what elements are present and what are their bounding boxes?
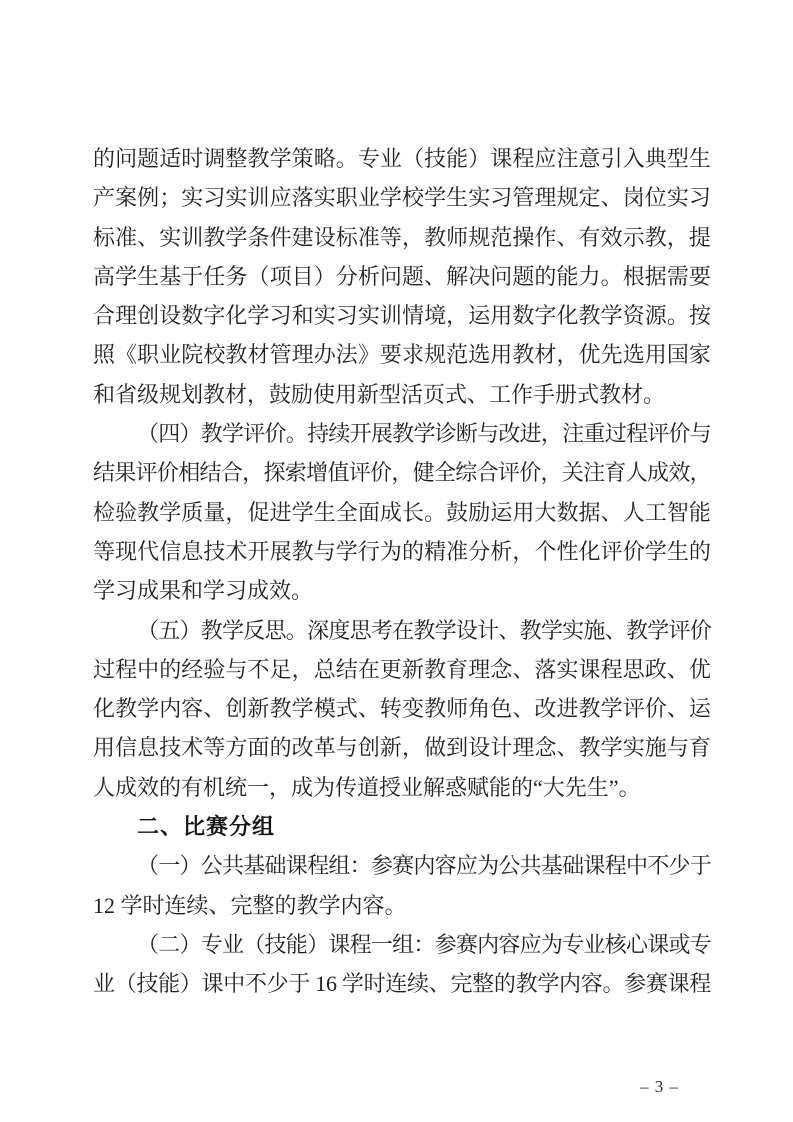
text-line: 化教学内容、创新教学模式、转变教师角色、改进教学评价、运 [93, 696, 711, 722]
text-line: 标准、实训教学条件建设标准等，教师规范操作、有效示教，提 [93, 224, 711, 250]
text-line: 高学生基于任务（项目）分析问题、解决问题的能力。根据需要 [93, 263, 711, 289]
document-body [93, 139, 711, 1004]
text-line: 12 学时连续、完整的教学内容。 [93, 892, 407, 918]
text-line: 产案例；实习实训应落实职业学校学生实习管理规定、岗位实习 [93, 185, 711, 211]
text-line: 学习成果和学习成效。 [93, 578, 314, 604]
text-line: 的问题适时调整教学策略。专业（技能）课程应注意引入典型生 [93, 146, 711, 171]
page-number: – 3 – [640, 1077, 679, 1096]
text-line: 等现代信息技术开展教与学行为的精准分析，个性化评价学生的 [93, 538, 711, 564]
text-line: 业（技能）课中不少于 16 学时连续、完整的教学内容。参赛课程 [93, 971, 711, 997]
text-line: 人成效的有机统一，成为传道授业解惑赋能的“大先生”。 [93, 774, 641, 800]
text-line: 检验教学质量，促进学生全面成长。鼓励运用大数据、人工智能 [93, 499, 711, 525]
text-line: 合理创设数字化学习和实习实训情境，运用数字化教学资源。按 [93, 303, 711, 329]
text-line: 和省级规划教材，鼓励使用新型活页式、工作手册式教材。 [93, 381, 666, 407]
text-line: 结果评价相结合，探索增值评价，健全综合评价，关注育人成效， [93, 460, 711, 486]
text-line: 过程中的经验与不足，总结在更新教育理念、落实课程思政、优 [93, 656, 711, 682]
text-line: 照《职业院校教材管理办法》要求规范选用教材，优先选用国家 [93, 342, 711, 368]
text-line: （一）公共基础课程组：参赛内容应为公共基础课程中不少于 [137, 853, 711, 879]
text-line: （四）教学评价。持续开展教学诊断与改进，注重过程评价与 [137, 421, 711, 447]
text-line: 用信息技术等方面的改革与创新，做到设计理念、教学实施与育 [93, 735, 711, 761]
section-heading: 二、比赛分组 [137, 814, 276, 840]
text-line: （五）教学反思。深度思考在教学设计、教学实施、教学评价 [137, 617, 711, 643]
text-line: （二）专业（技能）课程一组：参赛内容应为专业核心课或专 [137, 931, 711, 957]
